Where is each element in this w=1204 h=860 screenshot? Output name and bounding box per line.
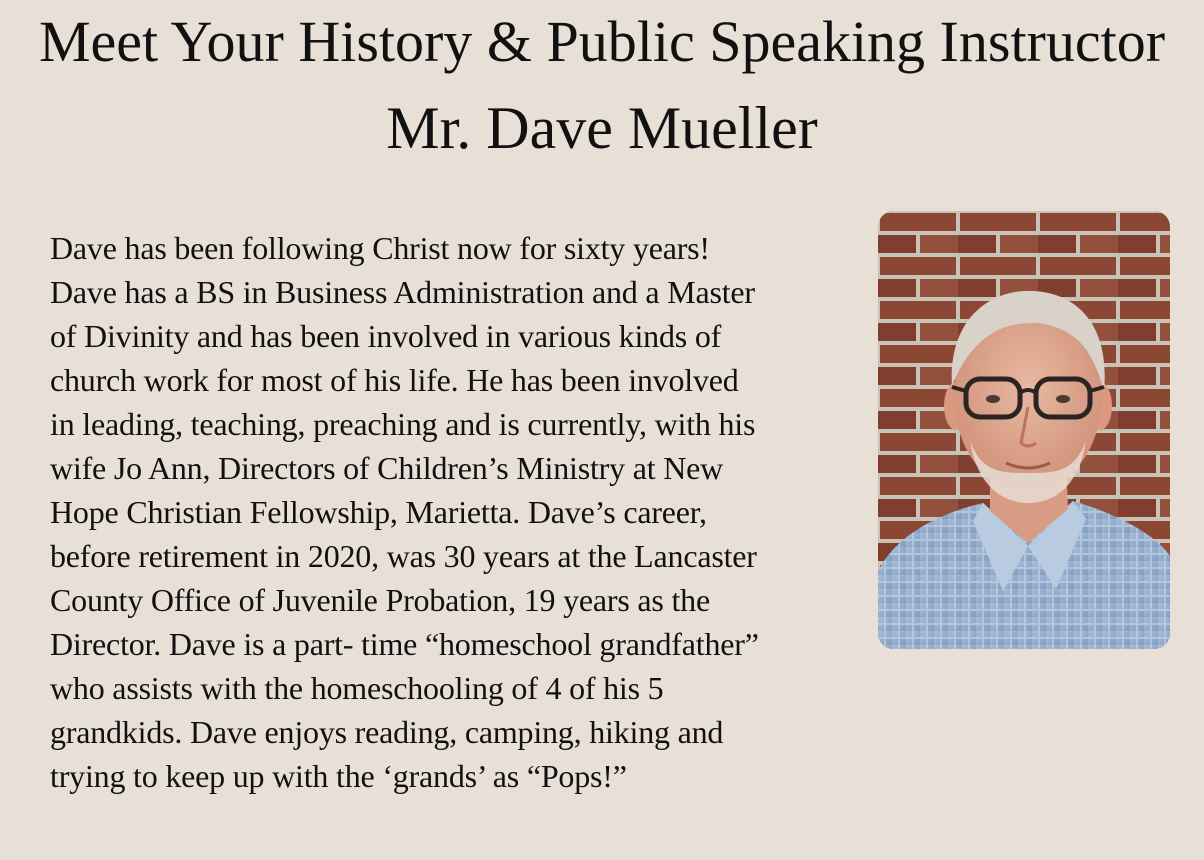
page-title: Meet Your History & Public Speaking Instructor xyxy=(38,9,1166,74)
instructor-bio: Dave has been following Christ now for sixty years! Dave has a BS in Business Administration and a Master of Divinity and has been involved in various kinds of church work for most of his life. He has been involved in leading, teaching, preaching and is currently, with his wife Jo Ann, Directors of Children’s Ministry at New Hope Christian Fellowship, Marietta. Dave’s career, before retirement in 2020, was 30 years at the Lancaster County Office of Juvenile Probation, 19 years as the Director. Dave is a part- time “homeschool grandfather” who assists with the homeschooling of 4 of his 5 grandkids. Dave enjoys reading, camping, hiking and trying to keep up with the ‘grands’ as “Pops!” xyxy=(50,230,759,794)
instructor-photo xyxy=(878,211,1170,649)
instructor-name: Mr. Dave Mueller xyxy=(386,95,818,161)
instructor-portrait-image xyxy=(878,211,1170,649)
